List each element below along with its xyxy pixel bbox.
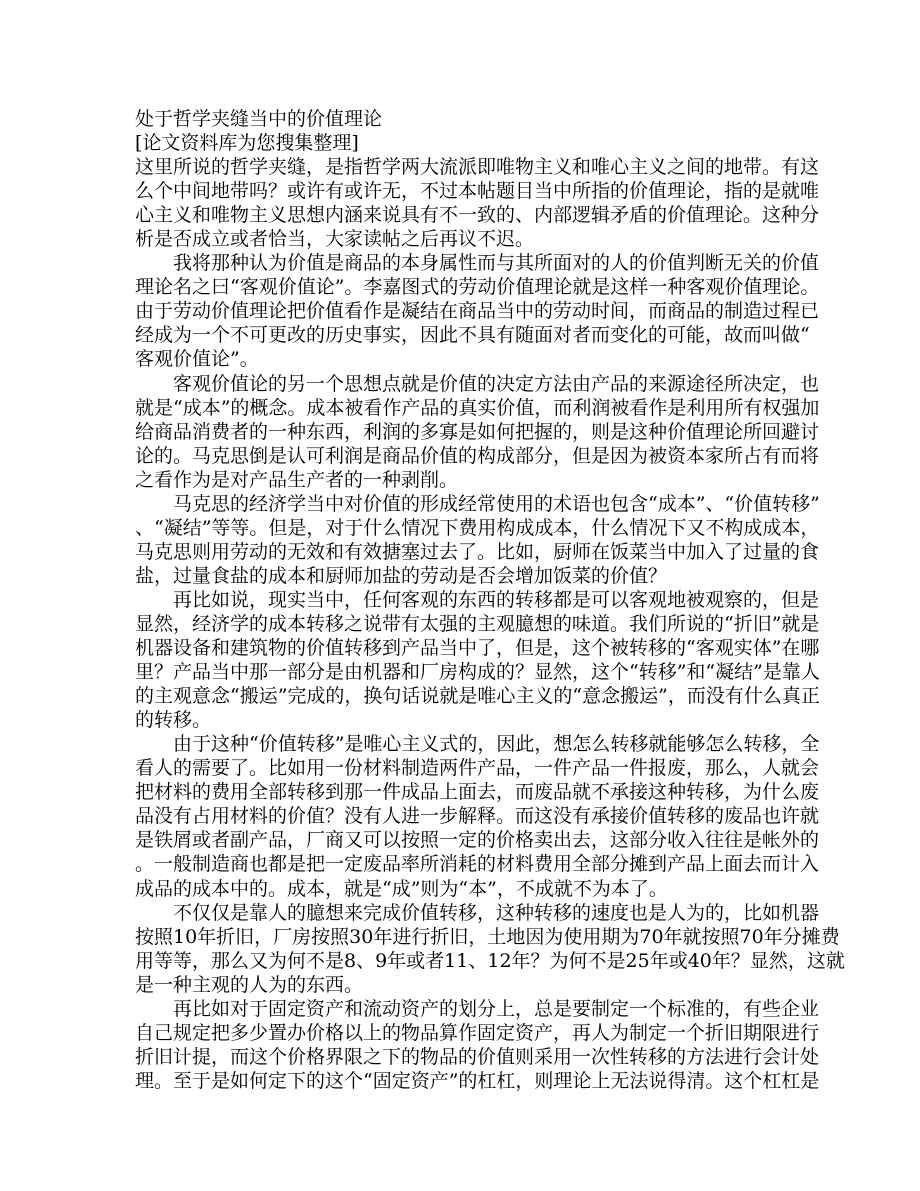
paragraph — [135, 588, 820, 732]
text-line: 马克思的经济学当中对价值的形成经常使用的术语也包含“成本”、“价值转移” — [173, 492, 820, 515]
text-line: 把材料的费用全部转移到那一件成品上面去，而废品就不承接这种转移，为什么废 — [135, 781, 820, 804]
paragraph — [135, 155, 820, 251]
paragraph — [135, 732, 820, 900]
text-line: 是一种主观的人为的东西。 — [135, 973, 364, 996]
text-line: 按照10年折旧，厂房按照30年进行折旧，土地因为使用期为70年就按照70年分摊费 — [135, 925, 840, 948]
text-line: 不仅仅是靠人的臆想来完成价值转移，这种转移的速度也是人为的，比如机器 — [173, 901, 820, 924]
paragraph — [135, 251, 820, 371]
text-line: 再比如说，现实当中，任何客观的东西的转移都是可以客观地被观察的，但是 — [173, 588, 820, 611]
text-line: 心主义和唯物主义思想内涵来说具有不一致的、内部逻辑矛盾的价值理论。这种分 — [135, 204, 820, 227]
text-line: 的主观意念“搬运”完成的，换句话说就是唯心主义的“意念搬运”，而没有什么真正 — [135, 685, 820, 708]
text-line: 就是“成本”的概念。成本被看作产品的真实价值，而利润被看作是利用所有权强加 — [135, 396, 820, 419]
text-line: 客观价值论”。 — [135, 348, 259, 371]
text-line: 由于这种“价值转移”是唯心主义式的，因此，想怎么转移就能够怎么转移，全 — [173, 733, 820, 756]
paragraph — [135, 492, 820, 588]
paragraph — [135, 372, 820, 492]
text-line: 理论名之曰“客观价值论”。李嘉图式的劳动价值理论就是这样一种客观价值理论。 — [135, 276, 820, 299]
text-line: 用等等，那么又为何不是8、9年或者11、12年？为何不是25年或40年？显然，这就 — [135, 949, 845, 972]
text-line: 、“凝结”等等。但是，对于什么情况下费用构成成本，什么情况下又不构成成本， — [135, 516, 820, 539]
text-line: 看人的需要了。比如用一份材料制造两件产品，一件产品一件报废，那么，人就会 — [135, 757, 820, 780]
text-line: 。一般制造商也都是把一定废品率所消耗的材料费用全部分摊到产品上面去而计入 — [135, 853, 820, 876]
document-source: [论文资料库为您搜集整理] — [135, 132, 359, 155]
text-line: 马克思则用劳动的无效和有效搪塞过去了。比如，厨师在饭菜当中加入了过量的食 — [135, 540, 820, 563]
text-line: 成品的成本中的。成本，就是“成”则为“本”，不成就不为本了。 — [135, 877, 668, 900]
paragraph — [135, 997, 820, 1093]
text-line: 折旧计提，而这个价格界限之下的物品的价值则采用一次性转移的方法进行会计处 — [135, 1045, 820, 1068]
text-line: 经成为一个不可更改的历史事实，因此不具有随面对者而变化的可能，故而叫做“ — [135, 324, 810, 347]
text-line: 由于劳动价值理论把价值看作是凝结在商品当中的劳动时间，而商品的制造过程已 — [135, 300, 820, 323]
text-line: 里？产品当中那一部分是由机器和厂房构成的？显然，这个“转移”和“凝结”是靠人 — [135, 661, 820, 684]
text-line: 自己规定把多少置办价格以上的物品算作固定资产，再人为制定一个折旧期限进行 — [135, 1021, 820, 1044]
text-line: 客观价值论的另一个思想点就是价值的决定方法由产品的来源途径所决定，也 — [173, 372, 820, 395]
text-line: 之看作为是对产品生产者的一种剥削。 — [135, 468, 459, 491]
document-page — [135, 107, 845, 1093]
text-line: 么个中间地带吗？或许有或许无，不过本帖题目当中所指的价值理论，指的是就唯 — [135, 180, 820, 203]
text-line: 品没有占用材料的价值？没有人进一步解释。而这没有承接价值转移的废品也许就 — [135, 805, 820, 828]
text-line: 是铁屑或者副产品，厂商又可以按照一定的价格卖出去，这部分收入往往是帐外的 — [135, 829, 820, 852]
text-line: 论的。马克思倒是认可利润是商品价值的构成部分，但是因为被资本家所占有而将 — [135, 444, 820, 467]
text-line: 显然，经济学的成本转移之说带有太强的主观臆想的味道。我们所说的“折旧”就是 — [135, 612, 820, 635]
document-body — [135, 155, 845, 1093]
text-line: 我将那种认为价值是商品的本身属性而与其所面对的人的价值判断无关的价值 — [173, 252, 820, 275]
document-title: 处于哲学夹缝当中的价值理论 — [135, 108, 383, 130]
text-line: 盐，过量食盐的成本和厨师加盐的劳动是否会增加饭菜的价值？ — [135, 564, 668, 587]
text-line: 析是否成立或者恰当，大家读帖之后再议不迟。 — [135, 228, 535, 251]
paragraph — [135, 901, 845, 997]
text-line: 再比如对于固定资产和流动资产的划分上，总是要制定一个标准的，有些企业 — [173, 997, 820, 1020]
text-line: 给商品消费者的一种东西，利润的多寡是如何把握的，则是这种价值理论所回避讨 — [135, 420, 820, 443]
text-line: 的转移。 — [135, 709, 212, 732]
text-line: 理。至于是如何定下的这个“固定资产”的杠杠，则理论上无法说得清。这个杠杠是 — [135, 1069, 820, 1092]
text-line: 机器设备和建筑物的价值转移到产品当中了，但是，这个被转移的“客观实体”在哪 — [135, 637, 820, 660]
text-line: 这里所说的哲学夹缝，是指哲学两大流派即唯物主义和唯心主义之间的地带。有这 — [135, 156, 820, 179]
